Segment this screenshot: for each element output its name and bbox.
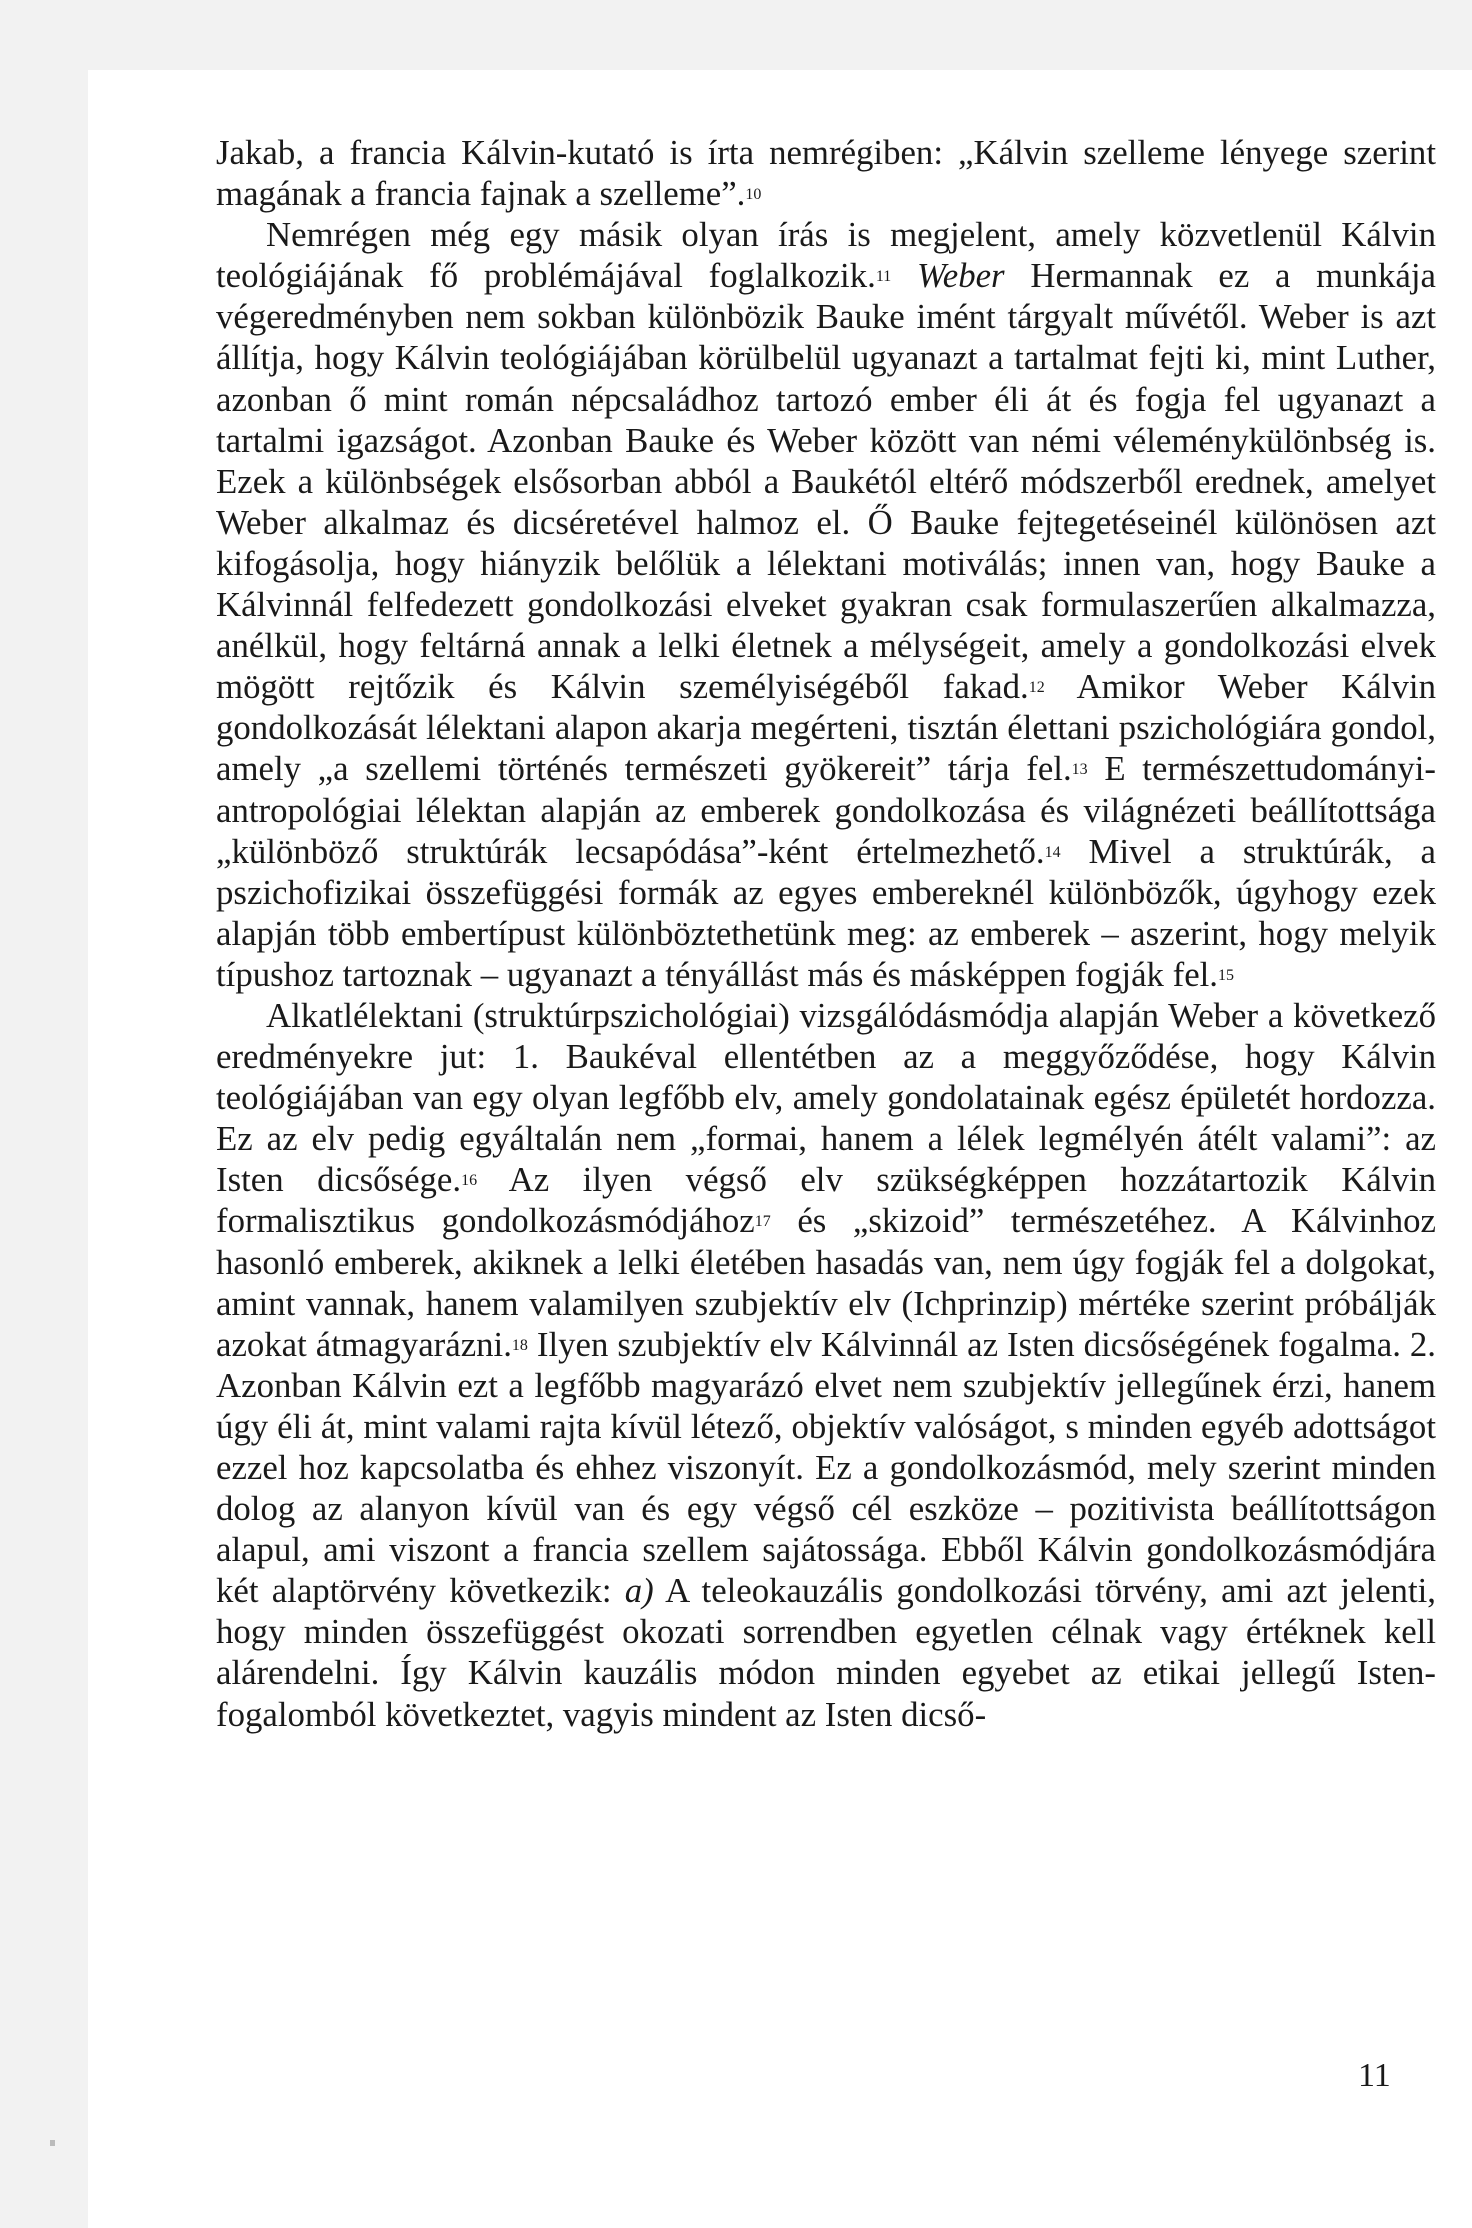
footnote-ref: 10: [745, 186, 762, 204]
paragraph-3: [216, 995, 1436, 1735]
text-run: A teleokauzális gondolkozási törvény, ami azt jelenti, hogy minden összefüggést okozati sorrendben egyetlen célnak vagy értéknek kell alárendelni. Így Kálvin kauzális módon minden egyebet az etikai jellegű Isten-fogalomból következtet, vagyis mindent az Isten dicső-: [216, 1571, 1436, 1734]
footnote-ref: 17: [754, 1213, 771, 1231]
text-run: E természettudományi-antropológiai lélektan alapján az emberek gondolkozása és világnézeti beállítottsága „különböző struktúrák lecsapódása”-ként értelmezhető.: [216, 749, 1436, 871]
footnote-ref: 15: [1218, 966, 1235, 984]
text-run: Az ilyen végső elv szükségképpen hozzátartozik Kálvin formalisztikus gondolkozásmódjához: [216, 1160, 1436, 1241]
document-page: [88, 70, 1472, 2228]
text-run: Mivel a struktúrák, a pszichofizikai összefüggési formák az egyes embereknél különbözők, úgyhogy ezek alapján több embertípust különböztethetünk meg: az emberek – aszerint, hogy melyik típushoz tartoznak – ugyanazt a tényállást más és másképpen fogják fel.: [216, 831, 1436, 994]
footnote-ref: 12: [1028, 679, 1045, 697]
footnote-ref: 18: [511, 1336, 528, 1354]
text-run: Alkatlélektani (struktúrpszichológiai) vizsgálódásmódja alapján Weber a következő eredményekre jut: 1. Baukéval ellentétben az a meggyőződése, hogy Kálvin teológiájában van egy olyan legfőbb elv, amely gondolatainak egész épületét hordozza. Ez az elv pedig egyáltalán nem „formai, hanem a lélek legmélyén átélt valami”: az Isten dicsősége.: [216, 995, 1436, 1200]
scan-speck: [50, 2140, 55, 2146]
text-run: Hermannak ez a munkája végeredményben nem sokban különbözik Bauke imént tárgyalt művétől. Weber is azt állítja, hogy Kálvin teológiájában körülbelül ugyanazt a tartalmat fejti ki, mint Luther, azonban ő mint román népcsaládhoz tartozó ember éli át és fogja fel ugyanazt a tartalmi igazságot. Azonban Bauke és Weber között van némi véleménykülönbség is. Ezek a különbségek elsősorban abból a Baukétól eltérő módszerből erednek, amelyet Weber alkalmaz és dicséretével halmoz el. Ő Bauke fejtegetéseinél különösen azt kifogásolja, hogy hiányzik belőlük a lélektani motiválás; innen van, hogy Bauke a Kálvinnál felfedezett gondolkozási elveket gyakran csak formulaszerűen alkalmazza, anélkül, hogy feltárná annak a lelki életnek a mélységeit, amely a gondolkozási elvek mögött rejtőzik és Kálvin személyiségéből fakad.: [216, 256, 1436, 707]
footnote-ref: 16: [461, 1172, 478, 1190]
text-run: Jakab, a francia Kálvin-kutató is írta nemrégiben: „Kálvin szelleme lényege szerint magának a francia fajnak a szelleme”.: [216, 133, 1436, 214]
text-run: Nemrégen még egy másik olyan írás is megjelent, amely közvetlenül Kálvin teológiájának fő problémájával foglalkozik.: [216, 215, 1436, 296]
italic-text: a): [624, 1571, 654, 1611]
text-run: [891, 256, 917, 295]
body-text: [216, 132, 1436, 1735]
footnote-ref: 11: [875, 268, 892, 286]
footnote-ref: 13: [1071, 761, 1088, 779]
text-run: Amikor Weber Kálvin gondolkozását lélektani alapon akarja megérteni, tisztán élettani pszichológiára gondol, amely „a szellemi történés természeti gyökereit” tárja fel.: [216, 667, 1436, 789]
text-run: és „skizoid” természetéhez. A Kálvinhoz hasonló emberek, akiknek a lelki életében hasadás van, nem úgy fogják fel a dolgokat, amint vannak, hanem valamilyen szubjektív elv (Ichprinzip) mértéke szerint próbálják azokat átmagyarázni.: [216, 1201, 1436, 1364]
italic-text: Weber: [916, 256, 1005, 296]
footnote-ref: 14: [1044, 843, 1061, 861]
text-run: Ilyen szubjektív elv Kálvinnál az Isten dicsőségének fogalma. 2. Azonban Kálvin ezt a legfőbb magyarázó elvet nem szubjektív jellegűnek érzi, hanem úgy éli át, mint valami rajta kívül létező, objektív valóságot, s minden egyéb adottságot ezzel hoz kapcsolatba és ehhez viszonyít. Ez a gondolkozásmód, mely szerint minden dolog az alanyon kívül van és egy végső cél eszköze – pozitivista beállítottságon alapul, ami viszont a francia szellem sajátossága. Ebből Kálvin gondolkozásmódjára két alaptörvény következik:: [216, 1324, 1436, 1611]
page-number: 11: [1358, 2057, 1391, 2094]
paragraph-2: [216, 214, 1436, 995]
paragraph-1: [216, 132, 1436, 214]
